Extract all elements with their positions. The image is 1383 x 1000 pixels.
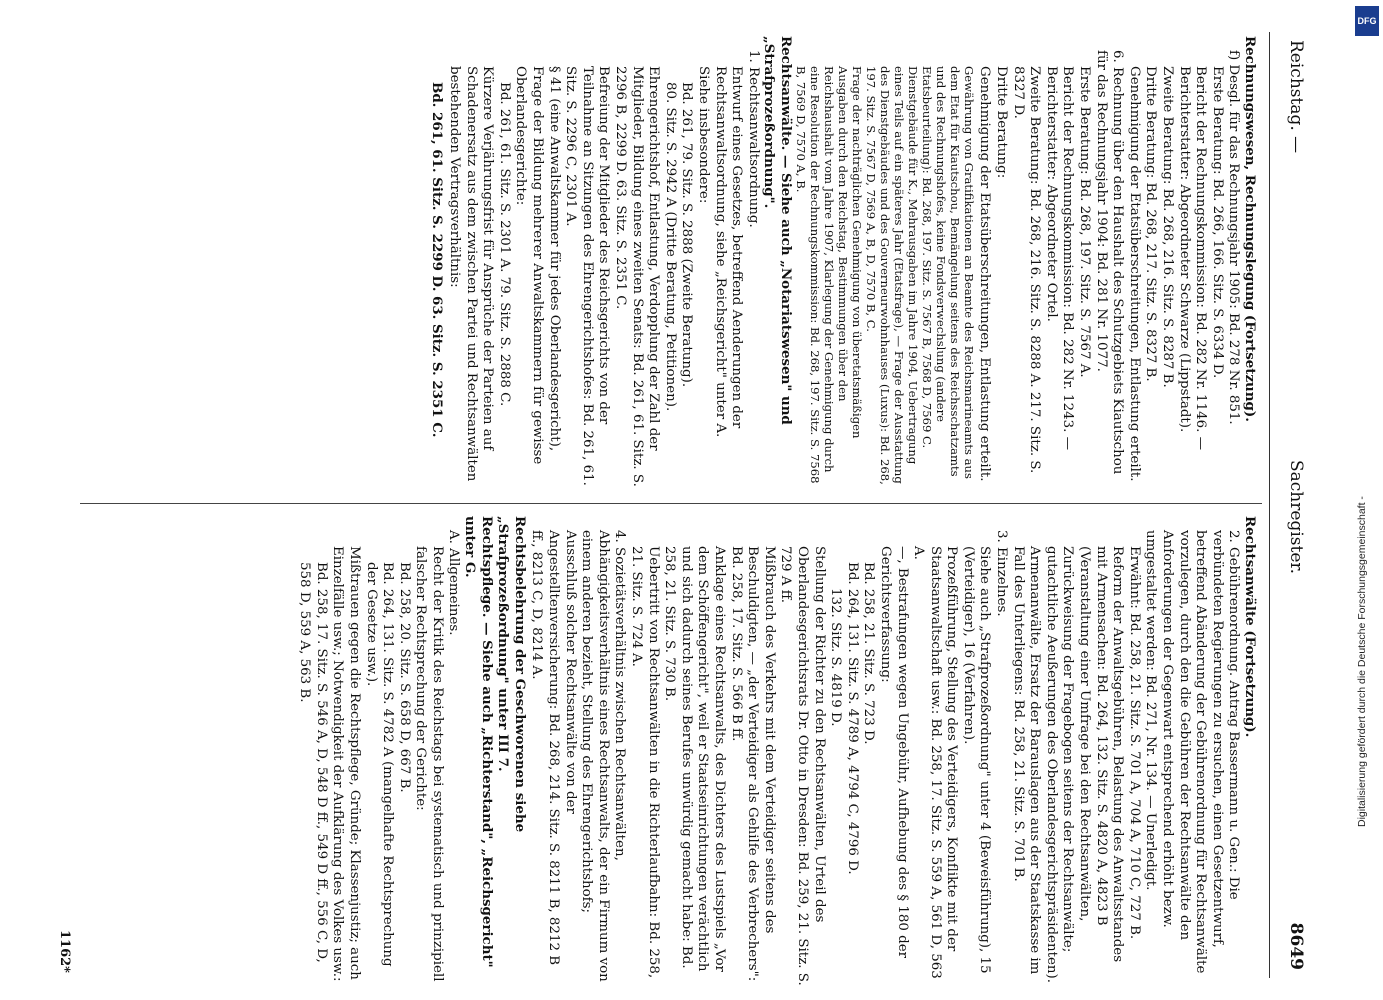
register-entry: Siehe auch „Strafprozeßordnung" unter 4 (Beweisführung), 15 (Verteidiger), 16 (Verfahren). — [960, 546, 993, 974]
register-entry: 6. Rechnung über den Haushalt des Schutzgebiets Kiautschou für das Rechnungsjahr 1904: Bd. 281 Nr. 1077. — [1093, 50, 1126, 475]
register-entry: Rechtsanwälte. — Siehe auch „Notariatswesen" und „Strafprozeßordnung". — [761, 36, 794, 425]
page-number: 8649 — [1286, 922, 1306, 970]
register-entry: Gewährung von Gratifikationen an Beamte des Reichsmarineamts aus dem Etat für Kiautschou, Bemängelung seitens des Reichsschatzamts und des Rechnungshofes, keine Fondsverwechslung (andere Etatsbeurteilung): Bd. 268, 197. Sitz. S. 7567 B, 7568 D, 7569 C. — [919, 66, 976, 479]
register-entry: Entwurf eines Gesetzes, betreffend Aenderungen der Rechtsanwaltsordnung, siehe „Reichsgericht" unter A. — [712, 66, 745, 438]
register-entry: Dritte Beratung: Bd. 268, 217. Sitz. S. 8327 B. — [1143, 66, 1159, 382]
register-entry: Bd. 261, 61. Sitz. S. 2301 A. 79. Sitz. S. 2888 C. — [496, 82, 512, 407]
register-entry: Bd. 264, 131. Sitz. S. 4782 A (mangelhafte Rechtsprechung der Gesetze usw.). — [363, 562, 396, 967]
register-entry: Erste Beratung: Bd. 266, 166. Sitz. S. 6334 D. — [1209, 66, 1225, 379]
register-entry: 3. Einzelnes. — [994, 530, 1010, 617]
right-column — [296, 516, 1258, 986]
register-entry: Bd. 261, 61. Sitz. S. 2299 D. 63. Sitz. S. 2351 C. — [429, 82, 446, 438]
register-entry: Bd. 258, 21. Sitz. S. 723 D. — [861, 562, 877, 745]
register-entry: Bd. 264, 131. Sitz. S. 4789 A, 4794 C, 4796 D. — [844, 562, 860, 875]
register-entry: Erste Beratung: Bd. 268, 197. Sitz. S. 7567 A. — [1077, 66, 1093, 378]
register-entry: Befreiung der Mitglieder des Reichsgerichts von der Teilnahme an Sitzungen des Ehrengerichtshofes: Bd. 261, 61. Sitz. S. 2296 C, 2301 A. — [563, 66, 612, 486]
register-entry: 1. Rechtsanwaltsordnung. — [745, 50, 761, 228]
dfg-caption: Digitalisierung gefördert durch die Deutsche Forschungsgemeinschaft - — [1356, 496, 1368, 827]
register-entry: Recht der Kritik des Reichstags bei systematisch und prinzipiell falscher Rechtsprechung der Gerichte: — [413, 546, 445, 982]
header-center-title: Sachregister. — [1286, 460, 1306, 575]
register-entry: Rechnungswesen, Rechnungslegung (Fortsetzung). — [1242, 36, 1258, 422]
register-entry: Rechtsbelehrung der Geschworenen siehe „Strafprozeßordnung" unter III 7. — [495, 516, 528, 833]
register-entry: Bericht der Rechnungskommission: Bd. 282 Nr. 1243. — Berichterstatter: Abgeordneter Ortel. — [1043, 66, 1076, 451]
register-entry: Bd. 258, 17. Sitz. S. 546 A, D, 548 D ff., 549 D ff., 556 C, D, 558 D, 559 A, 563 B. — [297, 562, 329, 963]
register-entry: —, Bestrafungen wegen Ungebühr, Aufhebung des § 180 der Gerichtsverfassung: — [877, 546, 910, 959]
register-entry: Dritte Beratung: — [994, 66, 1010, 179]
register-entry: Prozeßführung, Stellung des Verteidigers, Konflikte mit der Staatsanwaltschaft usw.: Bd. 258, 17. Sitz. S. 559 A, 561 D, 563 A. — [911, 546, 960, 979]
page-header — [1280, 40, 1306, 970]
signature-mark: 1162* — [57, 930, 72, 973]
register-entry: 4. Sozietätsverhältnis zwischen Rechtsanwälten, Abhängigkeitsverhältnis eines Rechtsanwalts, der ein Firmum von einem anderen bezieht, Stellung des Ehrengerichtshofs; Ausschluß solcher Rechtsanwälte von der Angestelltenversicherung: Bd. 268, 214. Sitz. S. 8211 B, 8212 B ff., 8213 C, D, 8214 A. — [529, 530, 628, 982]
register-entry: Mißbrauch des Verkehrs mit dem Verteidiger seitens des Beschuldigten, — „der Verteidiger als Gehilfe des Verbrechers": Bd. 258, 17. Sitz. S. 566 B ff. — [728, 546, 777, 982]
register-entry: 2. Gebührenordnung. Antrag Bassermann u. Gen.: Die verbündeten Regierungen zu ersuchen, einen Gesetzentwurf, betreffend Abänderung der Gebührenordnung für Rechtsanwälte vorzulegen, durch den die Gebühren der Rechtsanwälte den Anforderungen der Gegenwart entsprechend erhöht bezw. umgestaltet werden: Bd. 271, Nr. 134. — Unerledigt. — [1143, 530, 1242, 974]
register-entry: Dienstgebäude für K., Mehrausgaben im Jahre 1904, Uebertragung eines Teils auf ein späteres Jahr (Etatsfrage), — Frage der Ausstattung des Dienstgebäudes und des Gouverneurwohnhauses (Luxus): Bd. 268, 197. Sitz. S. 7567 D, 7569 A, B, D, 7570 B, C. — [863, 66, 920, 485]
register-entry: Rechtsanwälte (Fortsetzung). — [1242, 516, 1258, 738]
register-entry: Frage der nachträglichen Genehmigung von überetatsmäßigen Ausgaben durch den Reichstag, Bestimmungen über den Reichshaushalt vom Jahre 1907, Klarlegung der Genehmigung durch eine Resolution der Rechnungskommission: Bd. 268, 197. Sitz. S. 7568 B, 7569 D, 7570 A, B. — [793, 66, 864, 484]
register-entry: Ehrengerichtshof, Entlastung, Verdopplung der Zahl der Mitglieder, Bildung eines zweiten Senats: Bd. 261, 61. Sitz. S. 2296 B, 2299 D. 63. Sitz. S. 2351 C. — [612, 66, 662, 487]
register-entry: Bericht der Rechnungskommission: Bd. 282 Nr. 1146. — Berichterstatter: Abgeordneter Schwarze (Lippstadt). — [1176, 66, 1209, 451]
register-entry: 80. Sitz. S. 2942 A (Dritte Beratung, Petitionen). — [662, 82, 678, 412]
register-entry: A. Allgemeines. — [446, 530, 462, 636]
register-entry: Genehmigung der Etatsüberschreitungen, Entlastung erteilt. — [1126, 66, 1142, 482]
register-entry: Reform der Anwaltsgebühren, Belastung des Anwaltsstandes mit Armensachen: Bd. 264, 132. Sitz. S. 4820 A, 4823 B (Veranstaltung einer Umfrage bei den Rechtsanwälten, Zurückweisung der Fragebogen seitens der Rechtsanwälte; gutachtliche Aeußerungen des Oberlandesgerichtspräsidenten). — [1043, 546, 1126, 984]
register-entry: § 41 (eine Anwaltskammer für jedes Oberlandesgericht), Frage der Bildung mehrerer Anwaltskammern für gewisse Oberlandesgerichte: — [513, 66, 562, 465]
register-entry: Armenanwälte, Ersatz der Barauslagen aus der Staatskasse im Fall des Unterliegens: Bd. 258, 21. Sitz. S. 701 B. — [1010, 546, 1043, 975]
register-entry: Stellung der Richter zu den Rechtsanwälten, Urteil des Oberlandesgerichtsrats Dr. Otto in Dresden: Bd. 259, 21. Sitz. S. 729 A ff. — [778, 546, 827, 986]
register-entry: Bd. 258, 20. Sitz. S. 658 D, 667 B. — [396, 562, 412, 793]
register-entry: Zweite Beratung: Bd. 268, 216. Sitz. S. 8287 B. — [1160, 66, 1176, 388]
register-entry: Uebertritt von Rechtsanwälten in die Richterlaufbahn: Bd. 258, 21. Sitz. S. 724 A. — [629, 546, 661, 979]
header-left-title: Reichstag. — — [1286, 40, 1306, 154]
register-entry: f) Desgl. für das Rechnungsjahr 1905: Bd. 278 Nr. 851. — [1226, 50, 1242, 425]
header-rule — [1269, 32, 1270, 978]
register-entry: Kürzere Verjährungsfrist für Ansprüche der Parteien auf Schadenersatz aus dem zwischen Partei und Rechtsanwälten bestehenden Vertragsverhältnis: — [447, 66, 496, 482]
register-entry: Bd. 261, 79. Sitz. S. 2888 (Zweite Beratung). — [679, 82, 695, 388]
dfg-logo: DFG — [1355, 6, 1379, 36]
register-entry: Zweite Beratung: Bd. 268, 216. Sitz. S. 8288 A. 217. Sitz. S. 8327 D. — [1010, 66, 1043, 474]
register-entry: Anklage eines Rechtsanwalts, des Dichters des Lustspiels „Vor dem Schöffengericht", weil er Staatseinrichtungen verächtlich und sich dadurch seines Berufes unwürdig gemacht habe: Bd. 258, 21. Sitz. S. 730 B. — [662, 546, 727, 972]
digitization-side-strip — [1350, 0, 1383, 1000]
register-entry: Genehmigung der Etatsüberschreitungen, Entlastung erteilt. — [977, 66, 993, 482]
left-column — [429, 36, 1258, 491]
register-entry: Rechtspflege. — Siehe auch „Richterstand", „Reichsgericht" unter G. — [462, 516, 495, 968]
register-entry: Erwähnt: Bd. 258, 21. Sitz. S. 701 A, 704 A, 710 C, 727 B. — [1126, 546, 1142, 940]
register-entry: 132. Sitz. S. 4819 D. — [828, 588, 844, 727]
rotated-register-page — [10, 0, 1350, 1000]
column-divider — [80, 503, 1262, 504]
register-entry: Siehe insbesondere: — [695, 66, 711, 204]
register-entry: Mißtrauen gegen die Rechtspflege, Gründe; Klassenjustiz; auch Einzelfälle usw.; Notwendigkeit der Aufklärung des Volkes usw.: — [330, 546, 362, 982]
